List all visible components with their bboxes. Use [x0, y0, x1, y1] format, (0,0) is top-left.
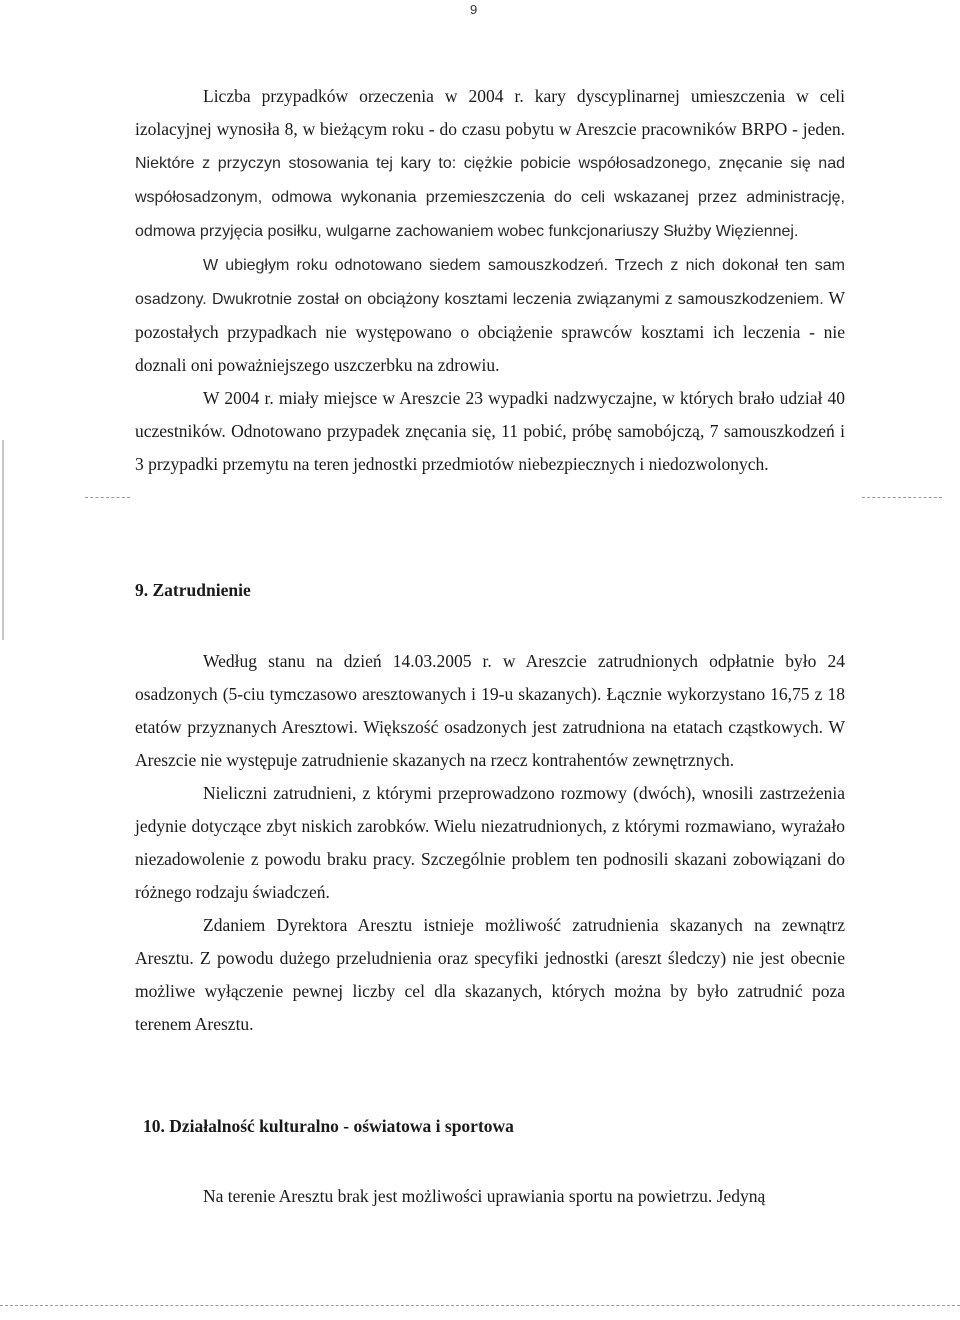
section-heading-employment: 9. Zatrudnienie — [135, 580, 251, 600]
scan-bottom-edge-line — [0, 1305, 960, 1306]
paragraph-incidents: W 2004 r. miały miejsce w Areszcie 23 wypadki nadzwyczajne, w których brało udział 40 uczestników. Odnotowano przypadek znęcania się, 11 pobić, próbę samobójczą, 7 samouszkodzeń i 3 przypadki przemytu na teren jednostki przedmiotów niebezpiecznych i niedozwolonych. — [135, 388, 845, 474]
paragraph-employment-complaints: Nieliczni zatrudnieni, z którymi przeprowadzono rozmowy (dwóch), wnosili zastrzeżenia jedynie dotyczące zbyt niskich zarobków. Wielu niezatrudnionych, z którymi rozmawiano, wyrażało niezadowolenie z powodu braku pracy. Szczególnie problem ten podnosili skazani zobowiązani do różnego rodzaju świadczeń. — [135, 783, 845, 902]
paragraph-self-harm-text: W ubiegłym roku odnotowano siedem samouszkodzeń. Trzech z nich dokonał ten sam osadzony. Dwukrotnie został on obciążony kosztami leczenia związanymi z samouszkodzeniem. — [135, 257, 845, 308]
paragraph-culture-sports: Na terenie Aresztu brak jest możliwości uprawiania sportu na powietrzu. Jedyną — [203, 1186, 766, 1206]
paragraph-self-harm — [135, 248, 845, 382]
section-employment-body — [135, 645, 845, 1041]
paragraph-employment-director: Zdaniem Dyrektora Aresztu istnieje możliwość zatrudnienia skazanych na zewnątrz Aresztu. Z powodu dużego przeludnienia oraz specyfiki jednostki (areszt śledczy) nie jest obecnie możliwe wyłączenie pewnej liczby cel dla skazanych, których można by było zatrudnić poza terenem Aresztu. — [135, 915, 845, 1034]
paragraph-employment-status: Według stanu na dzień 14.03.2005 r. w Areszcie zatrudnionych odpłatnie było 24 osadzonych (5-ciu tymczasowo aresztowanych i 19-u skazanych). Łącznie wykorzystano 16,75 z 18 etatów przyznanych Aresztowi. Większość osadzonych jest zatrudniona na etatach cząstkowych. W Areszcie nie występuje zatrudnienie skazanych na rzecz kontrahentów zewnętrznych. — [135, 651, 845, 770]
paragraph-disciplinary-cases — [135, 80, 845, 248]
section-heading-culture: 10. Działalność kulturalno - oświatowa i sportowa — [143, 1116, 514, 1136]
top-section — [135, 80, 845, 481]
page-number: 9 — [470, 2, 478, 17]
scan-artifact-line — [85, 497, 130, 498]
scan-edge-mark — [2, 440, 4, 640]
paragraph-disciplinary-reasons: Niektóre z przyczyn stosowania tej kary to: ciężkie pobicie współosadzonego, znęcanie się nad współosadzonym, odmowa wykonania przemieszczenia do celi wskazanej przez administrację, odmowa przyjęcia posiłku, wulgarne zachowaniem wobec funkcjonariuszy Służby Więziennej. — [135, 155, 845, 240]
paragraph-disciplinary-count: Liczba przypadków orzeczenia w 2004 r. kary dyscyplinarnej umieszczenia w celi izolacyjnej wynosiła 8, w bieżącym roku - do czasu pobytu w Areszcie pracowników BRPO - jeden. — [135, 86, 845, 139]
scan-artifact-line-right — [862, 497, 942, 498]
section-culture-body — [135, 1180, 845, 1213]
paragraph-self-harm-cont: W pozostałych przypadkach nie występowano o obciążenie sprawców kosztami ich leczenia - nie doznali oni poważniejszego uszczerbku na zdrowiu. — [135, 288, 845, 375]
